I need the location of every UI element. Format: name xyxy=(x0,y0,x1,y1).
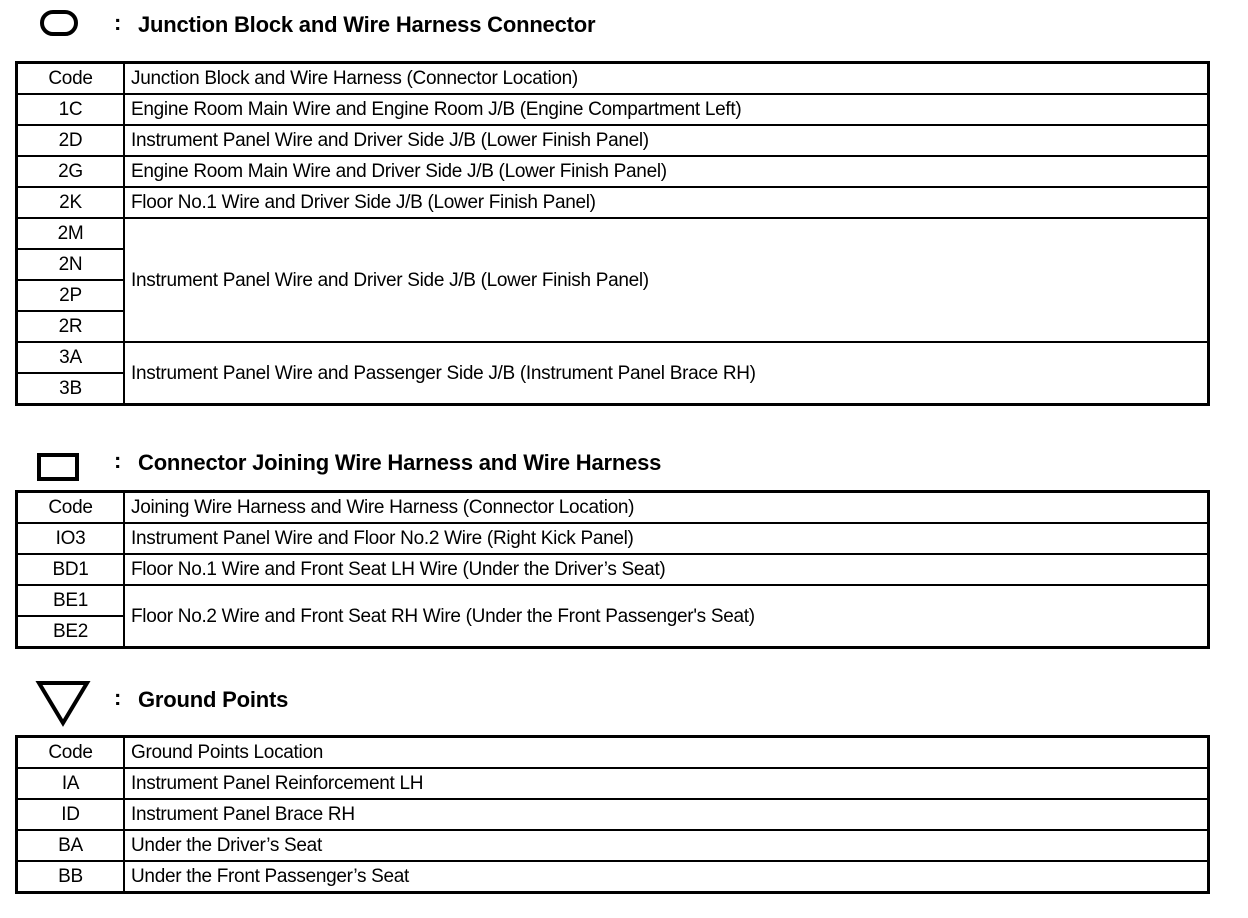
row-code: BE1 xyxy=(17,585,125,616)
table-header-row xyxy=(17,63,1209,95)
row-description: Instrument Panel Wire and Floor No.2 Wire (Right Kick Panel) xyxy=(124,523,1209,554)
rectangle-icon xyxy=(37,453,79,481)
table-row xyxy=(17,94,1209,125)
header-description: Junction Block and Wire Harness (Connector Location) xyxy=(124,63,1209,95)
header-code: Code xyxy=(17,737,125,769)
table-header-row xyxy=(17,737,1209,769)
row-code: 3A xyxy=(17,342,125,373)
table-row xyxy=(17,554,1209,585)
connector-table xyxy=(15,490,1210,649)
table-row xyxy=(17,187,1209,218)
row-description: Instrument Panel Wire and Driver Side J/B (Lower Finish Panel) xyxy=(124,218,1209,342)
row-code: BA xyxy=(17,830,125,861)
row-code: 2G xyxy=(17,156,125,187)
table-row xyxy=(17,830,1209,861)
row-code: 2D xyxy=(17,125,125,156)
ground-points-table xyxy=(15,735,1210,894)
table-row xyxy=(17,861,1209,893)
row-code: BB xyxy=(17,861,125,893)
junction-block-table xyxy=(15,61,1210,406)
table-row xyxy=(17,585,1209,616)
table-row xyxy=(17,218,1209,249)
row-code: 2P xyxy=(17,280,125,311)
header-code: Code xyxy=(17,492,125,524)
row-code: 1C xyxy=(17,94,125,125)
row-code: 2R xyxy=(17,311,125,342)
row-code: 2M xyxy=(17,218,125,249)
header-description: Ground Points Location xyxy=(124,737,1209,769)
row-description: Floor No.1 Wire and Front Seat LH Wire (Under the Driver’s Seat) xyxy=(124,554,1209,585)
header-description: Joining Wire Harness and Wire Harness (Connector Location) xyxy=(124,492,1209,524)
table-row xyxy=(17,523,1209,554)
row-code: 3B xyxy=(17,373,125,405)
row-description: Floor No.2 Wire and Front Seat RH Wire (Under the Front Passenger's Seat) xyxy=(124,585,1209,648)
section-title: Ground Points xyxy=(138,687,289,712)
row-description: Instrument Panel Reinforcement LH xyxy=(124,768,1209,799)
row-description: Instrument Panel Brace RH xyxy=(124,799,1209,830)
row-code: ID xyxy=(17,799,125,830)
section-colon: : xyxy=(114,685,122,710)
table-row xyxy=(17,768,1209,799)
table-row xyxy=(17,125,1209,156)
table-row xyxy=(17,799,1209,830)
row-description: Engine Room Main Wire and Driver Side J/B (Lower Finish Panel) xyxy=(124,156,1209,187)
row-code: BD1 xyxy=(17,554,125,585)
section-title: Connector Joining Wire Harness and Wire Harness xyxy=(138,450,662,475)
triangle-down-icon xyxy=(35,679,91,727)
row-code: 2N xyxy=(17,249,125,280)
row-description: Under the Driver’s Seat xyxy=(124,830,1209,861)
row-code: IA xyxy=(17,768,125,799)
row-code: 2K xyxy=(17,187,125,218)
table-row xyxy=(17,156,1209,187)
table-header-row xyxy=(17,492,1209,524)
row-description: Engine Room Main Wire and Engine Room J/B (Engine Compartment Left) xyxy=(124,94,1209,125)
row-description: Instrument Panel Wire and Passenger Side J/B (Instrument Panel Brace RH) xyxy=(124,342,1209,405)
row-code: BE2 xyxy=(17,616,125,648)
header-code: Code xyxy=(17,63,125,95)
section-title: Junction Block and Wire Harness Connector xyxy=(138,12,596,37)
table-row xyxy=(17,342,1209,373)
row-description: Floor No.1 Wire and Driver Side J/B (Lower Finish Panel) xyxy=(124,187,1209,218)
row-description: Instrument Panel Wire and Driver Side J/B (Lower Finish Panel) xyxy=(124,125,1209,156)
section-colon: : xyxy=(114,10,122,35)
row-code: IO3 xyxy=(17,523,125,554)
row-description: Under the Front Passenger’s Seat xyxy=(124,861,1209,893)
section-colon: : xyxy=(114,448,122,473)
